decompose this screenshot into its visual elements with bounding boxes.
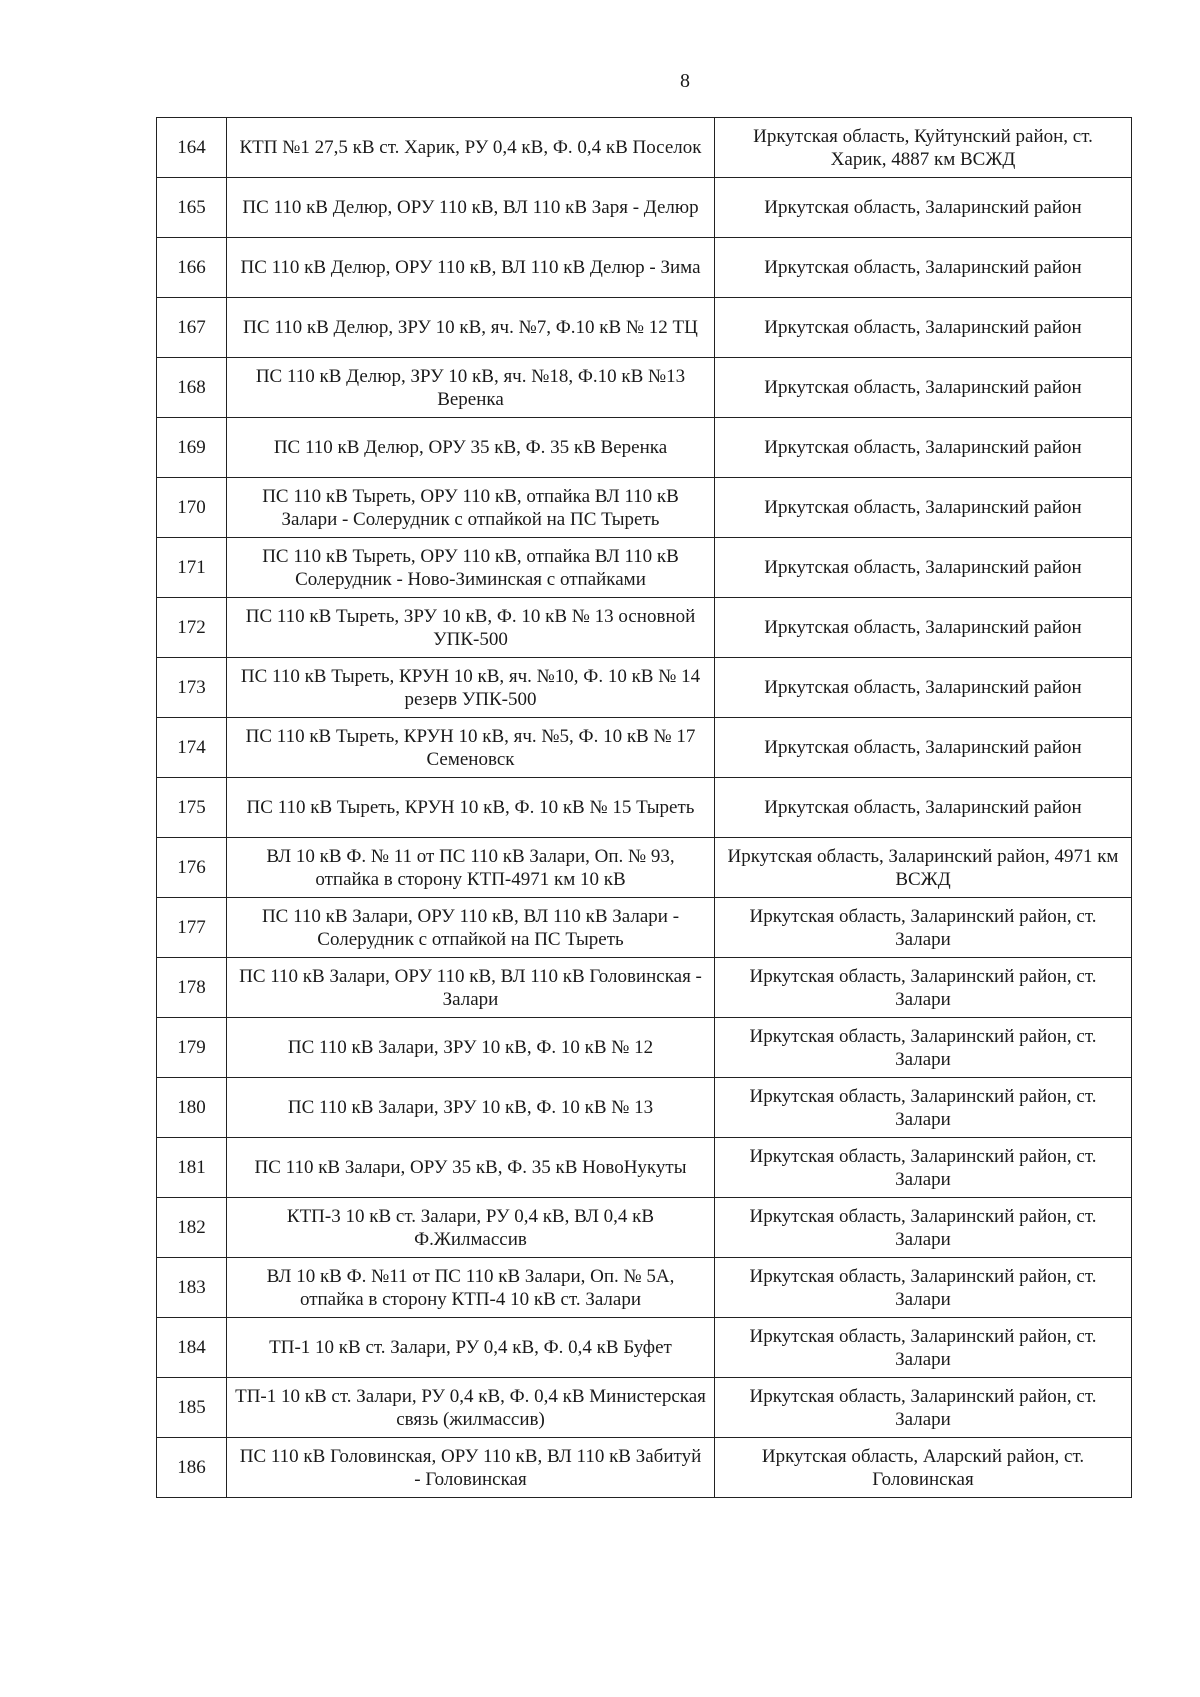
- table-row: [157, 418, 1132, 478]
- table-row: [157, 1138, 1132, 1198]
- object-location: Иркутская область, Заларинский район: [715, 418, 1132, 478]
- object-location: Иркутская область, Заларинский район: [715, 478, 1132, 538]
- row-number: 176: [157, 838, 227, 898]
- row-number: 181: [157, 1138, 227, 1198]
- object-name: ПС 110 кВ Залари, ОРУ 35 кВ, Ф. 35 кВ НовоНукуты: [227, 1138, 715, 1198]
- row-number: 173: [157, 658, 227, 718]
- object-location: Иркутская область, Куйтунский район, ст. Харик, 4887 км ВСЖД: [715, 118, 1132, 178]
- row-number: 178: [157, 958, 227, 1018]
- object-name: ВЛ 10 кВ Ф. №11 от ПС 110 кВ Залари, Оп. № 5А, отпайка в сторону КТП-4 10 кВ ст. Залари: [227, 1258, 715, 1318]
- table-row: [157, 1438, 1132, 1498]
- object-name: КТП №1 27,5 кВ ст. Харик, РУ 0,4 кВ, Ф. 0,4 кВ Поселок: [227, 118, 715, 178]
- object-name: ПС 110 кВ Залари, ОРУ 110 кВ, ВЛ 110 кВ Головинская - Залари: [227, 958, 715, 1018]
- object-name: КТП-3 10 кВ ст. Залари, РУ 0,4 кВ, ВЛ 0,4 кВ Ф.Жилмассив: [227, 1198, 715, 1258]
- row-number: 174: [157, 718, 227, 778]
- table-row: [157, 298, 1132, 358]
- row-number: 166: [157, 238, 227, 298]
- row-number: 169: [157, 418, 227, 478]
- object-name: ПС 110 кВ Тыреть, ОРУ 110 кВ, отпайка ВЛ 110 кВ Солерудник - Ново-Зиминская с отпайками: [227, 538, 715, 598]
- object-location: Иркутская область, Заларинский район: [715, 658, 1132, 718]
- object-name: ПС 110 кВ Залари, ОРУ 110 кВ, ВЛ 110 кВ Залари - Солерудник с отпайкой на ПС Тыреть: [227, 898, 715, 958]
- object-location: Иркутская область, Заларинский район, ст. Залари: [715, 1378, 1132, 1438]
- object-name: ПС 110 кВ Залари, ЗРУ 10 кВ, Ф. 10 кВ № 13: [227, 1078, 715, 1138]
- object-location: Иркутская область, Заларинский район, 4971 км ВСЖД: [715, 838, 1132, 898]
- row-number: 175: [157, 778, 227, 838]
- object-name: ПС 110 кВ Тыреть, ОРУ 110 кВ, отпайка ВЛ 110 кВ Залари - Солерудник с отпайкой на ПС Тыреть: [227, 478, 715, 538]
- object-location: Иркутская область, Заларинский район, ст. Залари: [715, 1138, 1132, 1198]
- row-number: 179: [157, 1018, 227, 1078]
- row-number: 184: [157, 1318, 227, 1378]
- row-number: 171: [157, 538, 227, 598]
- row-number: 185: [157, 1378, 227, 1438]
- row-number: 172: [157, 598, 227, 658]
- table-row: [157, 718, 1132, 778]
- object-location: Иркутская область, Заларинский район, ст. Залари: [715, 898, 1132, 958]
- row-number: 186: [157, 1438, 227, 1498]
- object-name: ПС 110 кВ Тыреть, ЗРУ 10 кВ, Ф. 10 кВ № 13 основной УПК-500: [227, 598, 715, 658]
- object-location: Иркутская область, Аларский район, ст. Головинская: [715, 1438, 1132, 1498]
- object-location: Иркутская область, Заларинский район, ст. Залари: [715, 1018, 1132, 1078]
- table-row: [157, 958, 1132, 1018]
- object-name: ПС 110 кВ Тыреть, КРУН 10 кВ, яч. №5, Ф. 10 кВ № 17 Семеновск: [227, 718, 715, 778]
- table-row: [157, 1198, 1132, 1258]
- object-location: Иркутская область, Заларинский район: [715, 538, 1132, 598]
- object-location: Иркутская область, Заларинский район: [715, 238, 1132, 298]
- table-row: [157, 238, 1132, 298]
- table-row: [157, 478, 1132, 538]
- object-location: Иркутская область, Заларинский район: [715, 178, 1132, 238]
- row-number: 183: [157, 1258, 227, 1318]
- row-number: 165: [157, 178, 227, 238]
- page-number: 8: [680, 70, 690, 92]
- table-row: [157, 598, 1132, 658]
- row-number: 164: [157, 118, 227, 178]
- table-row: [157, 1018, 1132, 1078]
- object-location: Иркутская область, Заларинский район, ст. Залари: [715, 1198, 1132, 1258]
- table-row: [157, 658, 1132, 718]
- object-name: ПС 110 кВ Делюр, ЗРУ 10 кВ, яч. №7, Ф.10 кВ № 12 ТЦ: [227, 298, 715, 358]
- table-row: [157, 1318, 1132, 1378]
- object-location: Иркутская область, Заларинский район: [715, 298, 1132, 358]
- object-location: Иркутская область, Заларинский район, ст. Залари: [715, 1258, 1132, 1318]
- object-location: Иркутская область, Заларинский район: [715, 718, 1132, 778]
- object-name: ПС 110 кВ Тыреть, КРУН 10 кВ, яч. №10, Ф. 10 кВ № 14 резерв УПК-500: [227, 658, 715, 718]
- object-name: ПС 110 кВ Делюр, ОРУ 110 кВ, ВЛ 110 кВ Делюр - Зима: [227, 238, 715, 298]
- object-name: ПС 110 кВ Тыреть, КРУН 10 кВ, Ф. 10 кВ № 15 Тыреть: [227, 778, 715, 838]
- object-name: ТП-1 10 кВ ст. Залари, РУ 0,4 кВ, Ф. 0,4 кВ Буфет: [227, 1318, 715, 1378]
- object-name: ТП-1 10 кВ ст. Залари, РУ 0,4 кВ, Ф. 0,4 кВ Министерская связь (жилмассив): [227, 1378, 715, 1438]
- object-location: Иркутская область, Заларинский район: [715, 358, 1132, 418]
- object-name: ВЛ 10 кВ Ф. № 11 от ПС 110 кВ Залари, Оп. № 93, отпайка в сторону КТП-4971 км 10 кВ: [227, 838, 715, 898]
- table-row: [157, 538, 1132, 598]
- object-location: Иркутская область, Заларинский район: [715, 778, 1132, 838]
- row-number: 170: [157, 478, 227, 538]
- object-location: Иркутская область, Заларинский район, ст. Залари: [715, 1078, 1132, 1138]
- facilities-table: [156, 117, 1132, 1498]
- object-name: ПС 110 кВ Делюр, ОРУ 35 кВ, Ф. 35 кВ Веренка: [227, 418, 715, 478]
- row-number: 180: [157, 1078, 227, 1138]
- object-location: Иркутская область, Заларинский район, ст. Залари: [715, 958, 1132, 1018]
- row-number: 182: [157, 1198, 227, 1258]
- table-row: [157, 1378, 1132, 1438]
- object-location: Иркутская область, Заларинский район: [715, 598, 1132, 658]
- row-number: 167: [157, 298, 227, 358]
- object-name: ПС 110 кВ Залари, ЗРУ 10 кВ, Ф. 10 кВ № 12: [227, 1018, 715, 1078]
- object-name: ПС 110 кВ Делюр, ОРУ 110 кВ, ВЛ 110 кВ Заря - Делюр: [227, 178, 715, 238]
- row-number: 168: [157, 358, 227, 418]
- object-location: Иркутская область, Заларинский район, ст. Залари: [715, 1318, 1132, 1378]
- table-row: [157, 898, 1132, 958]
- table-row: [157, 178, 1132, 238]
- table-row: [157, 358, 1132, 418]
- object-name: ПС 110 кВ Головинская, ОРУ 110 кВ, ВЛ 110 кВ Забитуй - Головинская: [227, 1438, 715, 1498]
- table-row: [157, 778, 1132, 838]
- object-name: ПС 110 кВ Делюр, ЗРУ 10 кВ, яч. №18, Ф.10 кВ №13 Веренка: [227, 358, 715, 418]
- table-row: [157, 1258, 1132, 1318]
- table-row: [157, 118, 1132, 178]
- table-row: [157, 838, 1132, 898]
- row-number: 177: [157, 898, 227, 958]
- table-row: [157, 1078, 1132, 1138]
